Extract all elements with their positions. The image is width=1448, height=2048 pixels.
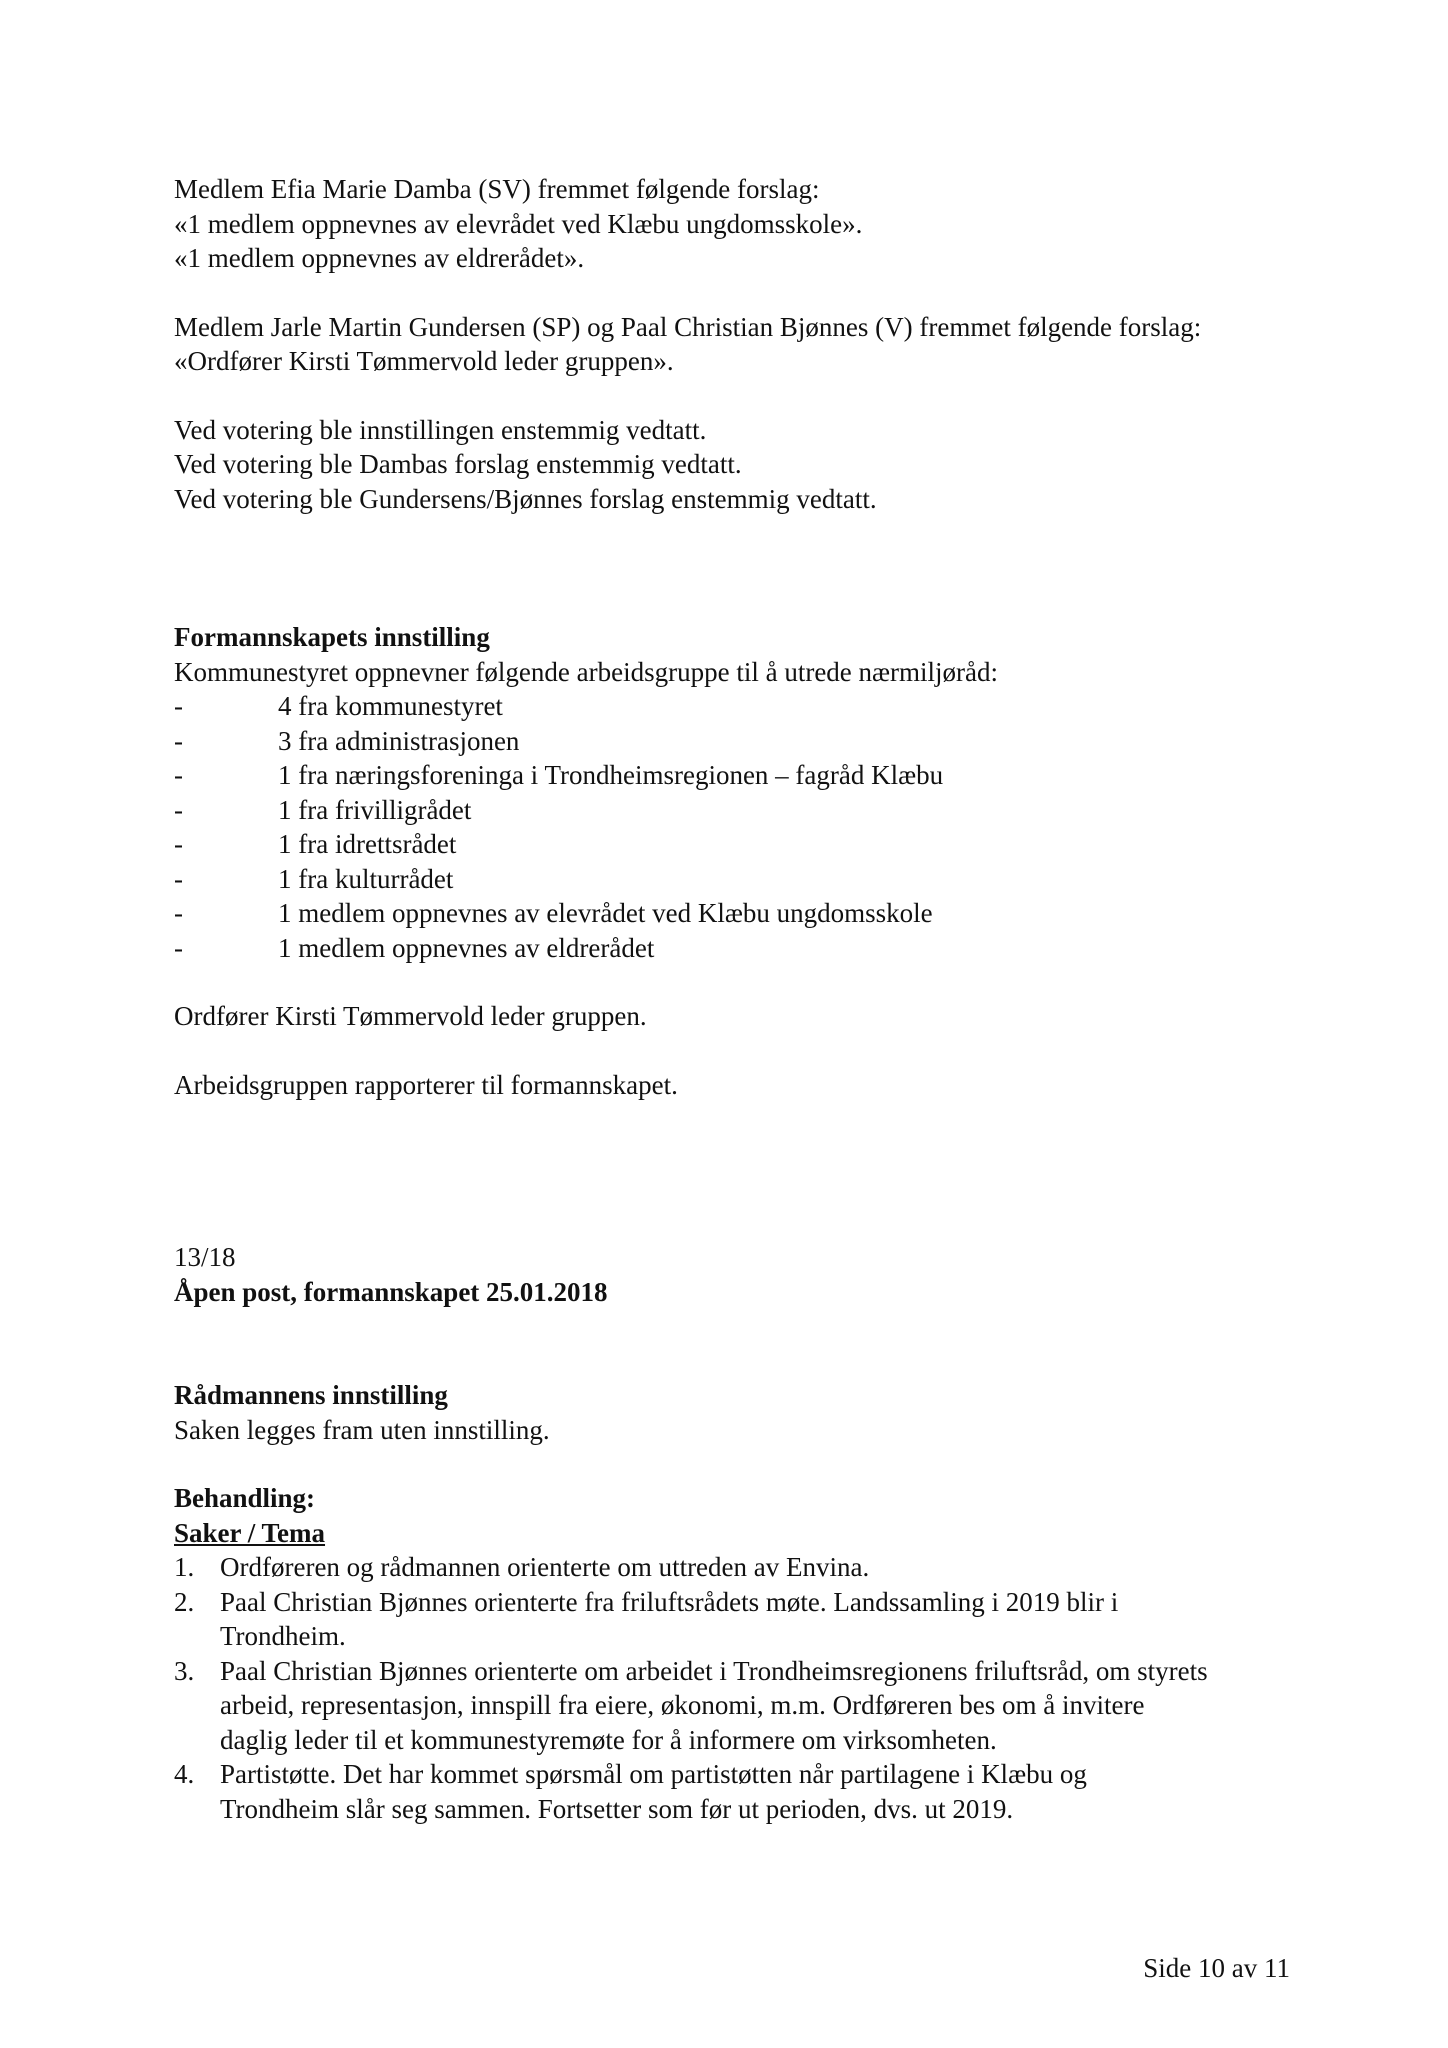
- list-item: [174, 724, 1304, 759]
- group-report-text: Arbeidsgruppen rapporterer til formannskapet.: [174, 1069, 678, 1100]
- topic-item: [174, 1550, 1304, 1585]
- list-item-text: 1 fra kulturrådet: [278, 863, 454, 894]
- list-item-text: 1 medlem oppnevnes av eldrerådet: [278, 932, 655, 963]
- list-item-text: 1 fra idrettsrådet: [278, 829, 457, 859]
- list-item-text: 3 fra administrasjonen: [278, 725, 520, 756]
- list-item: [174, 862, 1304, 897]
- topic-item: [174, 1757, 1304, 1826]
- behandling-section: [174, 1481, 1304, 1826]
- topic-number: 3.: [174, 1655, 195, 1686]
- behandling-heading: Behandling:: [174, 1483, 316, 1513]
- topic-number: 2.: [174, 1586, 195, 1617]
- topic-text: [220, 1757, 1304, 1826]
- list-item: [174, 793, 1304, 828]
- topic-line: Paal Christian Bjønnes orienterte fra friluftsrådets møte. Landssamling i 2019 blir i: [220, 1586, 1119, 1617]
- list-item: [174, 689, 1304, 724]
- list-item-text: 1 fra næringsforeninga i Trondheimsregionen – fagråd Klæbu: [278, 760, 944, 790]
- list-item: [174, 827, 1304, 862]
- list-item-text: 1 medlem oppnevnes av elevrådet ved Klæbu ungdomsskole: [278, 898, 933, 928]
- page-number: Side 10 av 11: [1143, 1953, 1290, 1983]
- topic-text: [220, 1654, 1304, 1758]
- case-number: 13/18: [174, 1242, 236, 1272]
- topic-line: Paal Christian Bjønnes orienterte om arbeidet i Trondheimsregionens friluftsråd, om styrets: [220, 1655, 1208, 1686]
- radmann-section: [174, 1378, 1304, 1447]
- list-item: [174, 931, 1304, 966]
- dash-bullet: -: [174, 863, 183, 894]
- list-item: [174, 896, 1304, 931]
- radmann-heading: Rådmannens innstilling: [174, 1380, 448, 1410]
- group-leader-text: Ordfører Kirsti Tømmervold leder gruppen.: [174, 1001, 647, 1031]
- radmann-text: Saken legges fram uten innstilling.: [174, 1414, 550, 1445]
- list-item-text: 4 fra kommunestyret: [278, 691, 503, 721]
- topic-item: [174, 1654, 1304, 1758]
- topic-item: [174, 1585, 1304, 1654]
- topic-line: daglig leder til et kommunestyremøte for å informere om virksomheten.: [220, 1724, 997, 1755]
- vote-line: Ved votering ble Gundersens/Bjønnes forslag enstemmig vedtatt.: [174, 483, 877, 514]
- topic-text: [220, 1550, 1304, 1585]
- topic-number: 4.: [174, 1759, 195, 1789]
- dash-bullet: -: [174, 725, 183, 756]
- dash-bullet: -: [174, 898, 183, 928]
- case-title: Åpen post, formannskapet 25.01.2018: [174, 1276, 608, 1307]
- gundersen-proposal-line: Medlem Jarle Martin Gundersen (SP) og Paal Christian Bjønnes (V) fremmet følgende forslag:: [174, 311, 1202, 342]
- topic-line: Trondheim slår seg sammen. Fortsetter som før ut perioden, dvs. ut 2019.: [220, 1793, 1014, 1824]
- gundersen-proposal-line: «Ordfører Kirsti Tømmervold leder gruppen».: [174, 346, 674, 376]
- topics-list: [174, 1550, 1304, 1826]
- list-item-text: 1 fra frivilligrådet: [278, 794, 472, 825]
- topic-line: Partistøtte. Det har kommet spørsmål om partistøtten når partilagene i Klæbu og: [220, 1759, 1087, 1789]
- gundersen-proposal: [174, 310, 1304, 379]
- vote-line: Ved votering ble innstillingen enstemmig vedtatt.: [174, 414, 707, 445]
- votes: [174, 413, 1304, 517]
- list-item: [174, 758, 1304, 793]
- topic-line: arbeid, representasjon, innspill fra eiere, økonomi, m.m. Ordføreren bes om å invitere: [220, 1690, 1145, 1720]
- document-page: [174, 172, 1304, 1826]
- formannskap-section: [174, 620, 1304, 1102]
- damba-proposal: [174, 172, 1304, 276]
- damba-proposal-line: Medlem Efia Marie Damba (SV) fremmet følgende forslag:: [174, 174, 820, 204]
- dash-bullet: -: [174, 794, 183, 825]
- topic-number: 1.: [174, 1552, 195, 1582]
- topic-line: Ordføreren og rådmannen orienterte om uttreden av Envina.: [220, 1552, 870, 1582]
- damba-proposal-line: «1 medlem oppnevnes av elevrådet ved Klæbu ungdomsskole».: [174, 208, 863, 239]
- dash-bullet: -: [174, 760, 183, 790]
- case-header: [174, 1240, 1304, 1309]
- vote-line: Ved votering ble Dambas forslag enstemmig vedtatt.: [174, 449, 742, 479]
- dash-bullet: -: [174, 932, 183, 963]
- formannskap-heading: Formannskapets innstilling: [174, 622, 490, 652]
- dash-bullet: -: [174, 829, 183, 859]
- topics-subheading: Saker / Tema: [174, 1517, 326, 1548]
- damba-proposal-line: «1 medlem oppnevnes av eldrerådet».: [174, 243, 585, 273]
- topic-text: [220, 1585, 1304, 1654]
- formannskap-intro: Kommunestyret oppnevner følgende arbeidsgruppe til å utrede nærmiljøråd:: [174, 656, 999, 687]
- dash-bullet: -: [174, 691, 183, 721]
- topic-line: Trondheim.: [220, 1621, 346, 1651]
- group-members-list: [174, 689, 1304, 965]
